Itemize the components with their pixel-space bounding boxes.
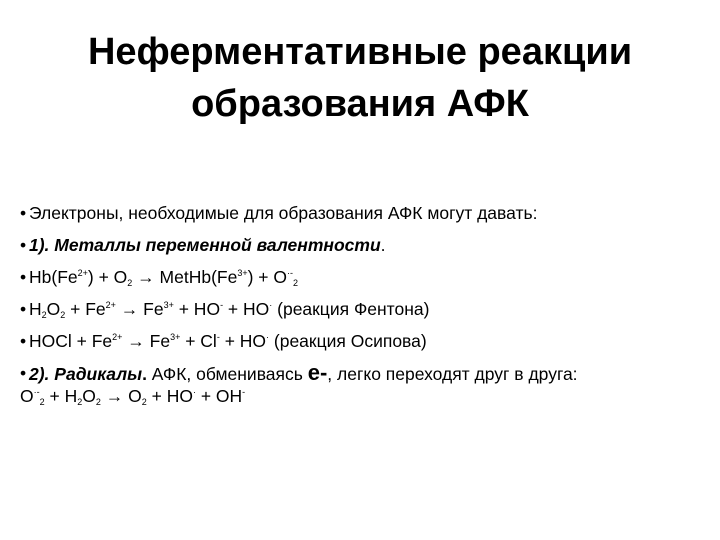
bullet-dot: •	[20, 267, 27, 287]
bullet-dot: •	[20, 235, 27, 255]
radicals-heading: 2). Радикалы	[29, 364, 143, 384]
slide-title	[0, 26, 720, 130]
reaction-interconversion: $O^{\cdot-}_2 + H_2O_2 \to O_2 + HO^\cdot + OH^-$	[20, 386, 246, 407]
bullet-metals	[20, 234, 700, 256]
bullet-dot: •	[20, 203, 27, 223]
bullet-intro	[20, 202, 700, 224]
electron-symbol: е-	[307, 360, 328, 385]
bullet-dot: •	[20, 331, 27, 351]
metals-heading: 1). Металлы переменной валентности	[29, 235, 381, 255]
bullet-radicals	[20, 362, 700, 407]
slide-title-line-1: Неферментативные реакции	[87, 31, 633, 73]
reaction-fenton-text: $H_2O_2 + Fe^{2+} \to Fe^{3+} + HO^- + HO^\cdot$ (реакция Фентона)	[29, 299, 430, 320]
reaction-osipov-text: HOCl + $Fe^{2+} \to Fe^{3+} + Cl^- + HO^\cdot$ (реакция Осипова)	[29, 331, 427, 351]
radicals-text-a: АФК, обмениваясь	[146, 364, 308, 384]
metals-heading-end: .	[380, 235, 386, 255]
reaction-hb-text: $Hb(Fe^{2+}) + O_2$ → $MetHb(Fe^{3+}) + O^{\cdot-}_2$	[29, 267, 298, 288]
intro-text: Электроны, необходимые для образования АФК могут давать:	[29, 203, 538, 223]
radicals-heading-dot: .	[142, 364, 147, 384]
bullet-reaction-fenton	[20, 298, 700, 320]
bullet-dot: •	[20, 299, 27, 319]
bullet-reaction-hb	[20, 266, 700, 288]
slide-title-line-2: образования АФК	[191, 83, 529, 125]
radicals-text-b: , легко переходят друг в друга:	[327, 364, 578, 384]
bullet-reaction-osipov	[20, 330, 700, 352]
slide-content	[20, 202, 700, 417]
bullet-dot: •	[20, 363, 27, 383]
